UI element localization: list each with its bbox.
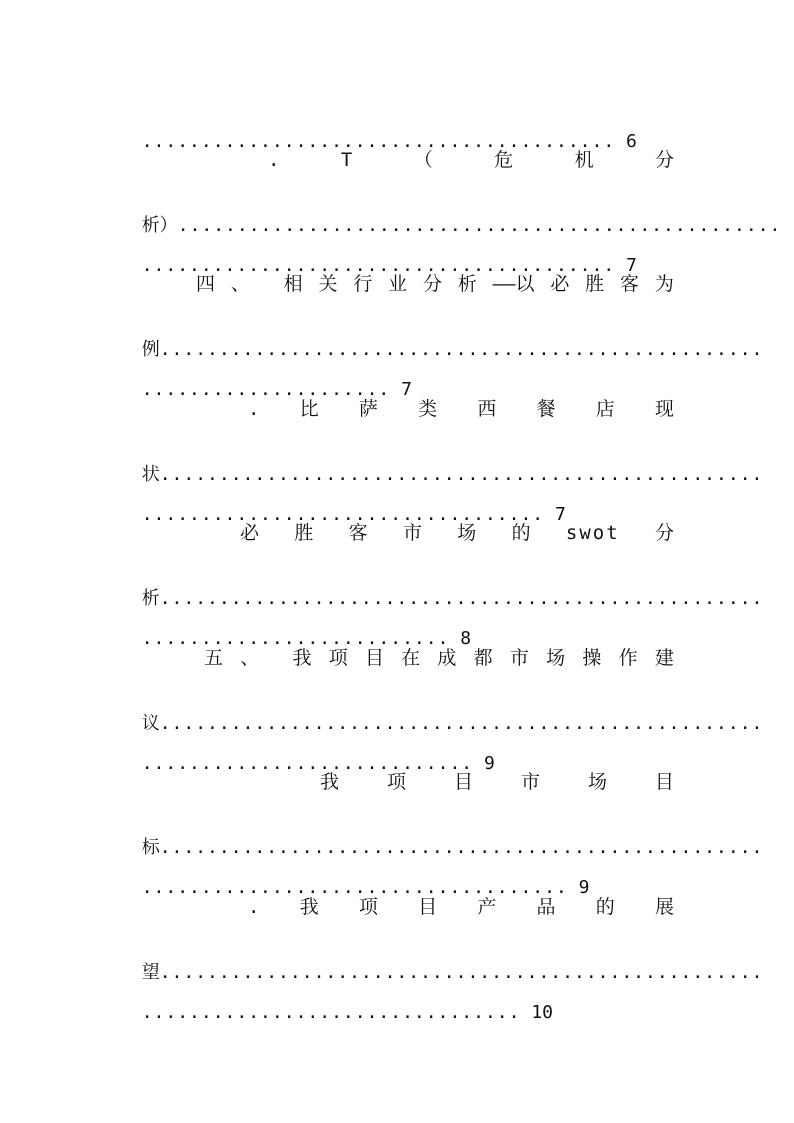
title-char: . (268, 149, 280, 171)
title-char: 我 (320, 771, 340, 793)
title-char: 五 (204, 647, 224, 669)
title-char: 市 (402, 522, 422, 544)
title-char: 、 (240, 647, 260, 669)
title-char: 餐 (536, 398, 556, 420)
title-char: 行 (353, 273, 373, 295)
title-char: 场 (457, 522, 477, 544)
page-number: 7 (401, 379, 412, 400)
title-char: ——以 (492, 273, 535, 295)
title-char: 目 (364, 647, 384, 669)
title-char: 分 (654, 522, 674, 544)
title-char: swot (565, 522, 620, 544)
toc-entry-7-line3 (120, 852, 680, 900)
page-number: 9 (483, 753, 495, 774)
title-char: 目 (418, 896, 438, 918)
toc-entry-2-line3 (120, 230, 680, 278)
page-number: 7 (626, 255, 637, 276)
title-char: 机 (574, 149, 594, 171)
toc-entry-6-title (204, 646, 674, 670)
title-char: 项 (328, 647, 348, 669)
title-char: . (248, 896, 260, 918)
title-tail: 望 (141, 962, 160, 983)
title-char: . (248, 398, 260, 420)
toc-entry-5-title (240, 521, 674, 545)
leader-dots: .................................. (141, 504, 545, 525)
title-char: 店 (595, 398, 615, 420)
toc-entry-5-line3 (120, 603, 680, 651)
toc-entry-7-title (320, 770, 674, 794)
title-char: 业 (388, 273, 408, 295)
leader-dots: ............................ (141, 753, 474, 774)
title-char: 现 (654, 398, 674, 420)
page-number: 10 (531, 1002, 553, 1023)
leader-dots: .................................... (141, 877, 568, 898)
title-char: 析 (457, 273, 477, 295)
title-char: 场 (546, 647, 566, 669)
title-char: 的 (595, 896, 615, 918)
leader-dots: ................................................... (159, 713, 764, 734)
title-char: 比 (299, 398, 319, 420)
leader-dots: ................................................... (159, 464, 764, 485)
leader-dots: ................................................... (159, 588, 764, 609)
toc-entry-8-line3 (120, 977, 680, 1025)
page-number: 6 (626, 131, 637, 152)
title-tail: 议 (141, 713, 160, 734)
title-char: 都 (473, 647, 493, 669)
title-char: 萨 (358, 398, 378, 420)
title-char: 我 (292, 647, 312, 669)
title-char: 市 (520, 771, 540, 793)
title-char: 我 (299, 896, 319, 918)
toc-entry-4-title (248, 397, 674, 421)
toc-entry-2-title (268, 148, 674, 172)
title-char: 建 (654, 647, 674, 669)
title-char: 成 (437, 647, 457, 669)
title-char: 类 (418, 398, 438, 420)
toc-entry-3-title (196, 272, 674, 296)
title-char: 操 (582, 647, 602, 669)
toc-entry-1-dots-line (120, 106, 680, 154)
title-char: 在 (401, 647, 421, 669)
title-char: 目 (453, 771, 473, 793)
title-char: 的 (511, 522, 531, 544)
toc-entry-6-line3 (120, 728, 680, 776)
title-char: 关 (318, 273, 338, 295)
leader-dots: ........................................ (141, 255, 616, 276)
title-char: 客 (348, 522, 368, 544)
title-char: 四 (196, 273, 216, 295)
page-number: 9 (578, 877, 590, 898)
leader-dots: ................................................... (159, 837, 764, 858)
title-char: 项 (386, 771, 406, 793)
title-char: 产 (477, 896, 497, 918)
title-char: 场 (587, 771, 607, 793)
title-char: 分 (422, 273, 442, 295)
leader-dots: ..................... (141, 379, 391, 400)
title-char: 品 (536, 896, 556, 918)
title-char: 危 (494, 149, 514, 171)
page-number: 7 (555, 504, 566, 525)
title-char: 分 (654, 149, 674, 171)
title-char: 胜 (585, 273, 605, 295)
title-char: 、 (230, 273, 250, 295)
leader-dots: ........................................ (141, 131, 616, 152)
title-char: 客 (619, 273, 639, 295)
title-char: 目 (654, 771, 674, 793)
title-tail: 例 (141, 339, 160, 360)
title-tail: 析 (141, 588, 160, 609)
leader-dots: ................................................... (159, 962, 764, 983)
title-char: （ (413, 149, 433, 171)
title-char: 必 (550, 273, 570, 295)
title-char: 必 (240, 522, 260, 544)
title-char: 展 (654, 896, 674, 918)
title-char: 作 (618, 647, 638, 669)
leader-dots: ................................ (141, 1002, 521, 1023)
title-tail: 析） (141, 215, 178, 236)
leader-dots: ................................................... (177, 215, 782, 236)
page-number: 8 (460, 628, 472, 649)
title-char: 市 (509, 647, 529, 669)
title-char: 为 (654, 273, 674, 295)
title-tail: 标 (141, 837, 160, 858)
toc-entry-3-line3 (120, 354, 680, 402)
title-char: 项 (358, 896, 378, 918)
toc-entry-8-title (248, 895, 674, 919)
title-char: T (340, 149, 353, 171)
toc-entry-4-line3 (120, 479, 680, 527)
leader-dots: ................................................... (159, 339, 764, 360)
title-char: 相 (283, 273, 303, 295)
leader-dots: .......................... (141, 628, 450, 649)
title-char: 胜 (294, 522, 314, 544)
title-tail: 状 (141, 464, 160, 485)
title-char: 西 (477, 398, 497, 420)
